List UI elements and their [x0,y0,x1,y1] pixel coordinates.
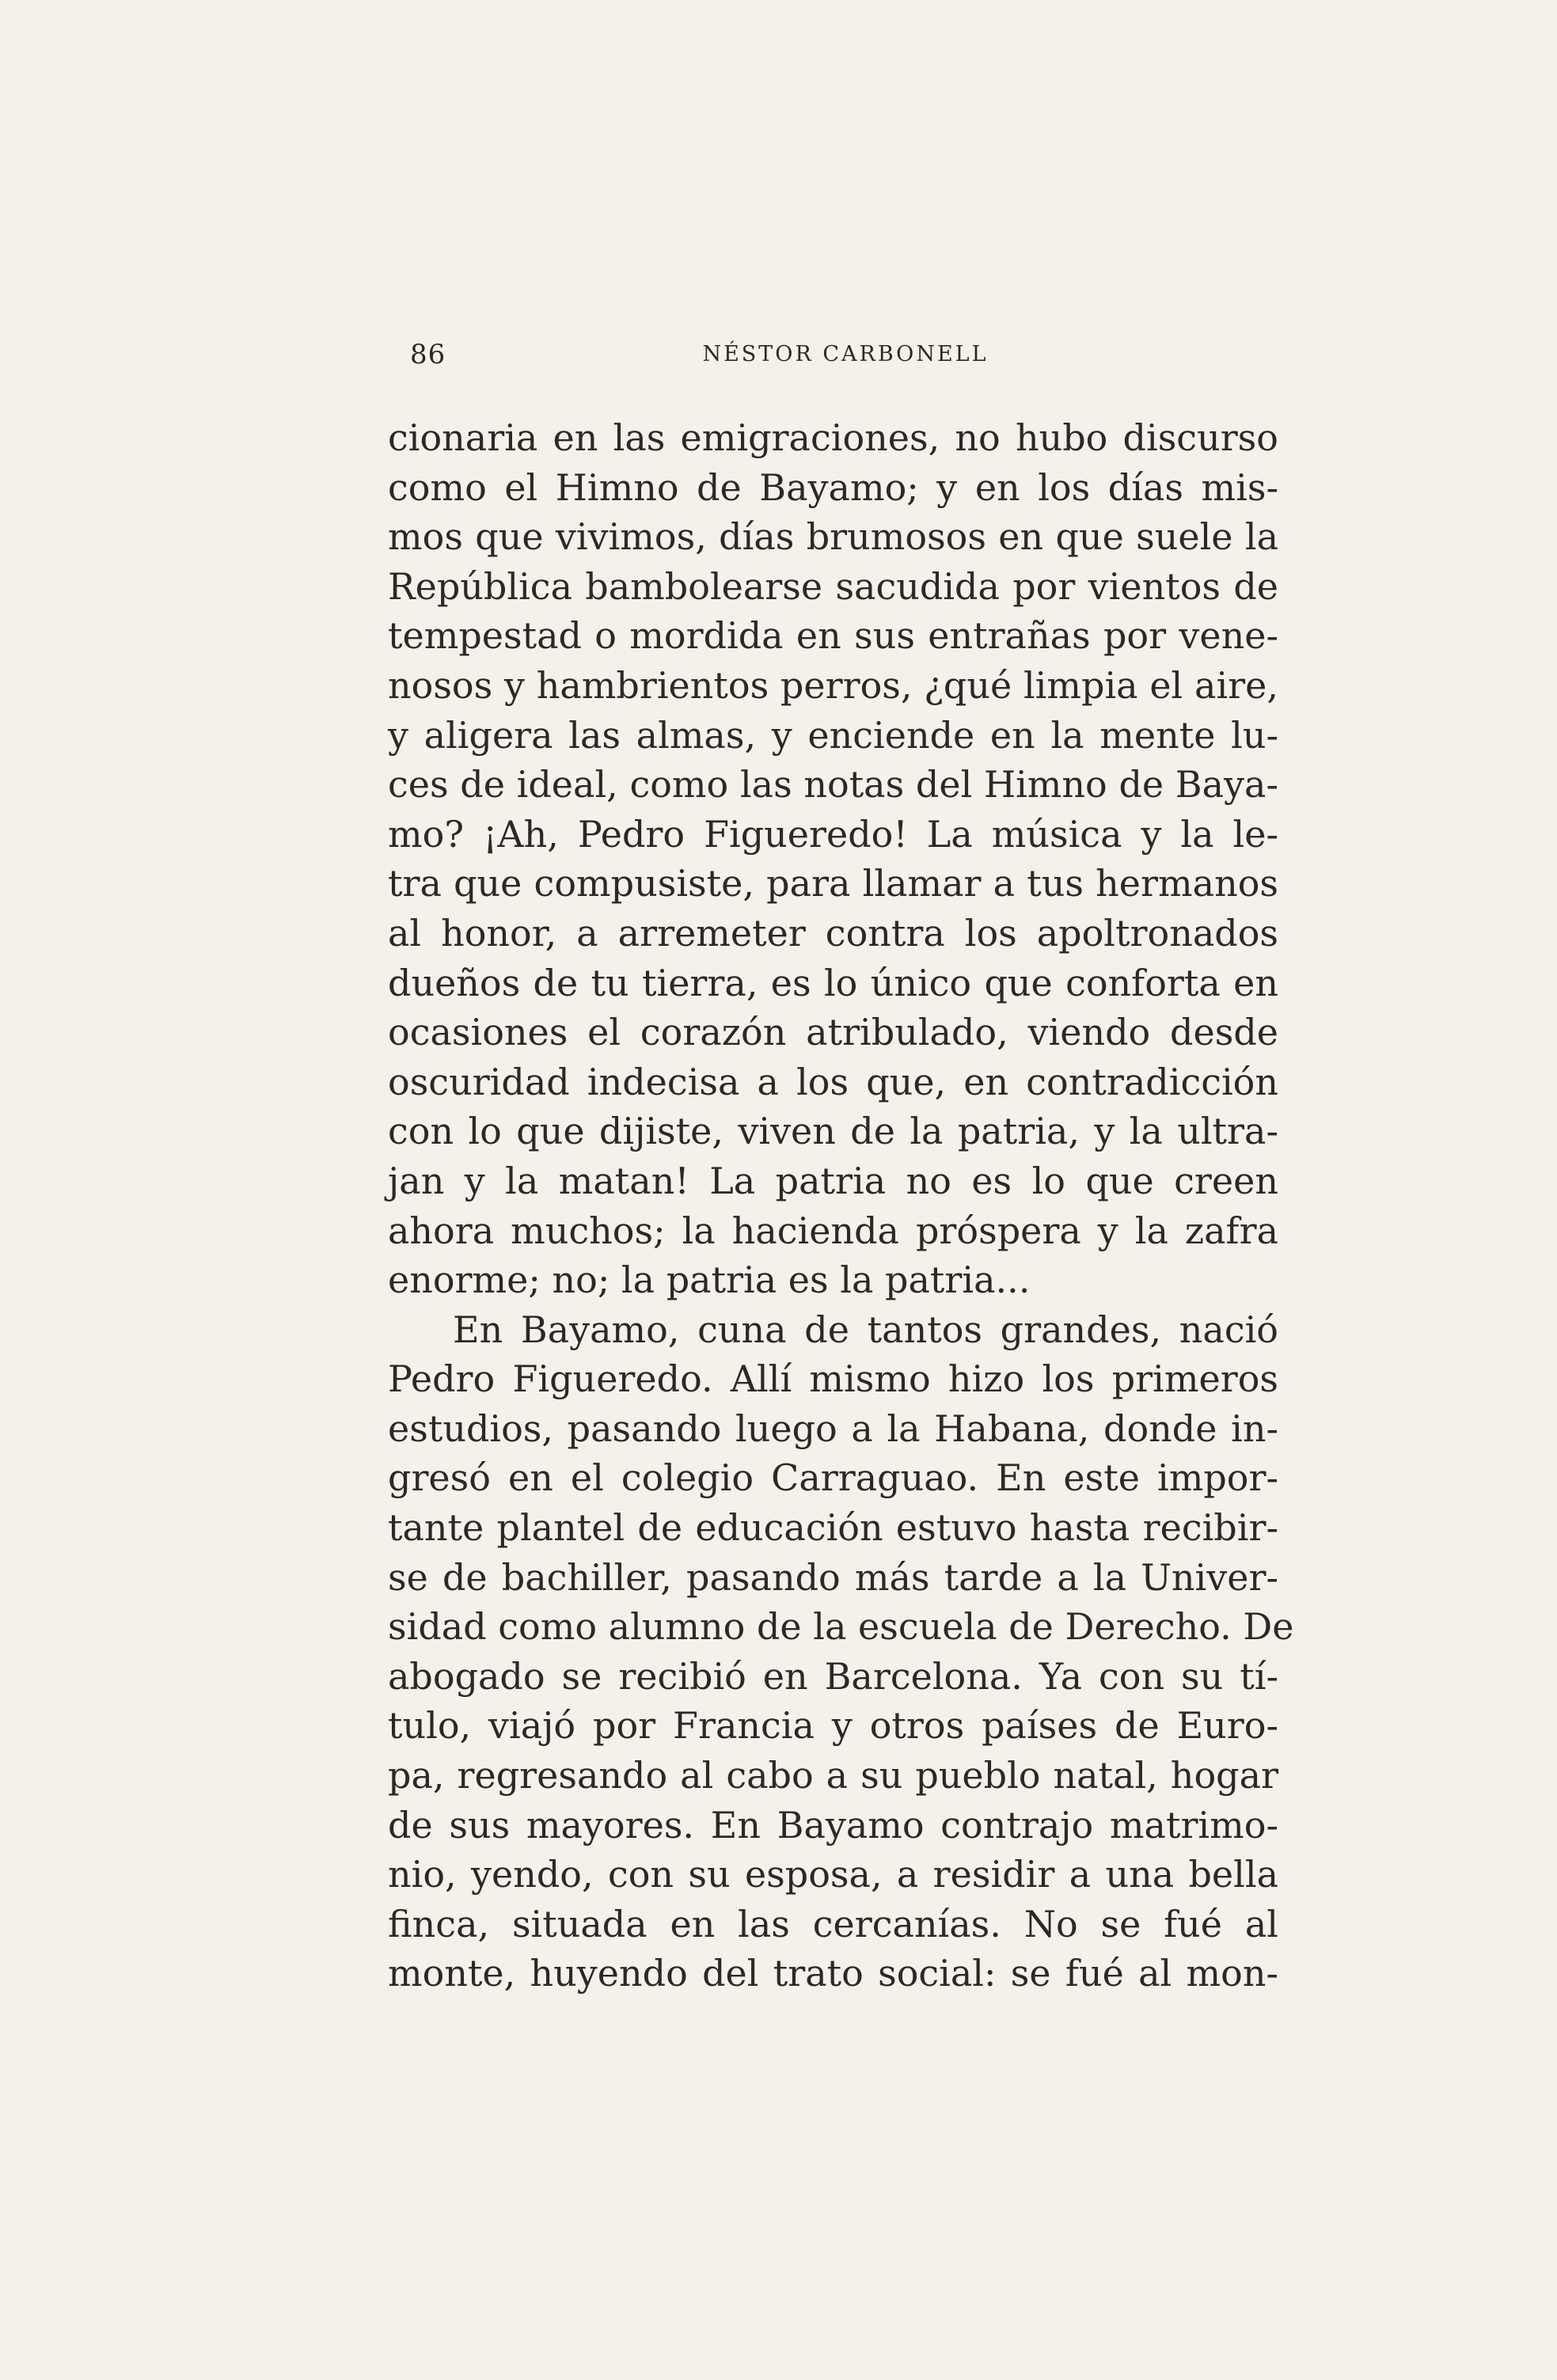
text-line: tempestad o mordida en sus entrañas por vene- [388,614,1278,658]
paragraph-last-line: enorme; no; la patria es la patria... [388,1258,1031,1302]
text-line: nosos y hambrientos perros, ¿qué limpia el aire, [388,663,1278,707]
text-line: y aligera las almas, y enciende en la mente lu- [388,713,1278,757]
text-line: ahora muchos; la hacienda próspera y la zafra [388,1209,1278,1252]
text-line: tra que compusiste, para llamar a tus hermanos [388,862,1278,905]
page-number: 86 [410,339,446,370]
text-line: ocasiones el corazón atribulado, viendo desde [388,1011,1278,1054]
text-line: como el Himno de Bayamo; y en los días mis- [388,465,1278,509]
text-line: dueños de tu tierra, es lo único que conforta en [388,961,1278,1004]
text-line: oscuridad indecisa a los que, en contradicción [388,1060,1278,1103]
text-line: ces de ideal, como las notas del Himno de Baya- [388,763,1278,807]
text-line: República bambolearse sacudida por vientos de [388,564,1278,608]
text-line: tulo, viajó por Francia y otros países de Euro- [388,1704,1278,1748]
text-line: finca, situada en las cercanías. No se fué al [388,1902,1278,1945]
text-line: Pedro Figueredo. Allí mismo hizo los primeros [388,1357,1278,1401]
text-line: tante plantel de educación estuvo hasta recibir- [388,1506,1278,1550]
text-line: nio, yendo, con su esposa, a residir a una bella [388,1853,1278,1896]
page-header [410,339,1320,386]
text-line: mos que vivimos, días brumosos en que suele la [388,515,1278,559]
text-line: gresó en el colegio Carraguao. En este impor- [388,1456,1278,1500]
text-line: pa, regresando al cabo a su pueblo natal, hogar [388,1754,1278,1797]
text-line: cionaria en las emigraciones, no hubo discurso [388,416,1278,459]
running-head: NÉSTOR CARBONELL [702,342,989,366]
text-line: con lo que dijiste, viven de la patria, y la ultra- [388,1110,1278,1153]
text-line: monte, huyendo del trato social: se fué al mon- [388,1952,1278,1995]
text-line: se de bachiller, pasando más tarde a la Univer- [388,1555,1278,1599]
text-line: abogado se recibió en Barcelona. Ya con su tí- [388,1654,1278,1698]
body-text [388,413,1294,1999]
paragraph-first-line: En Bayamo, cuna de tantos grandes, nació [453,1308,1278,1351]
text-line: al honor, a arremeter contra los apoltronados [388,911,1278,955]
text-line: estudios, pasando luego a la Habana, donde in- [388,1406,1278,1450]
text-line: sidad como alumno de la escuela de Derecho. De [388,1605,1294,1649]
text-line: mo? ¡Ah, Pedro Figueredo! La música y la le- [388,812,1278,856]
text-line: de sus mayores. En Bayamo contrajo matrimo- [388,1803,1278,1847]
text-line: jan y la matan! La patria no es lo que creen [388,1159,1278,1202]
